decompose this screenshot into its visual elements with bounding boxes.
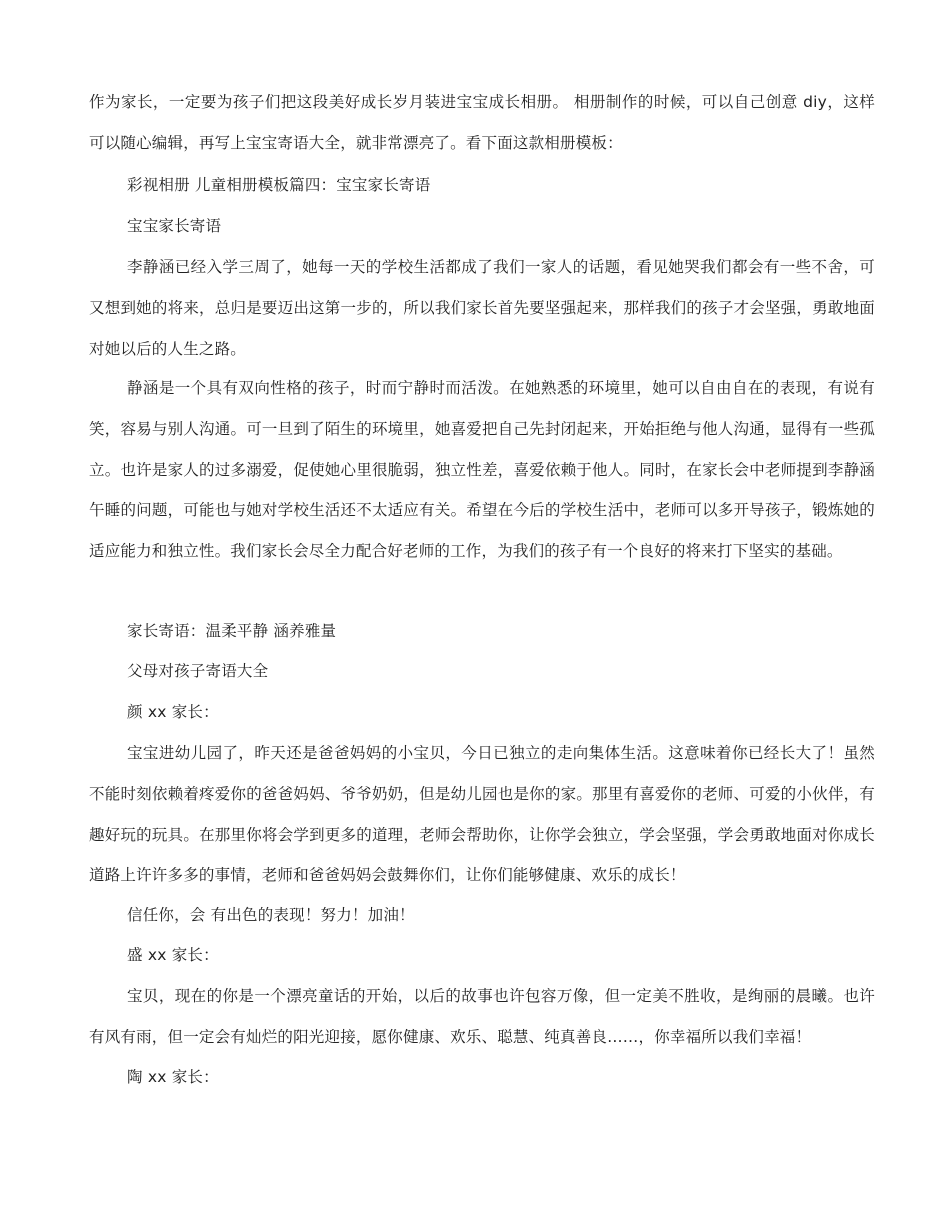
body-paragraph: 信任你，会 有出色的表现！努力！加油！ <box>127 906 415 924</box>
subsection-heading: 父母对孩子寄语大全 <box>127 662 269 680</box>
section-heading: 彩视相册 儿童相册模板篇四：宝宝家长寄语 <box>127 176 431 194</box>
body-paragraph: 静涵是一个具有双向性格的孩子，时而宁静时而活泼。在她熟悉的环境里，她可以自由自在的表现，有说有笑，容易与别人沟通。可一旦到了陌生的环境里，她喜爱把自己先封闭起来，开始拒绝与他人沟通，显得有一些孤立。也许是家人的过多溺爱，促使她心里很脆弱，独立性差，喜爱依赖于他人。同时，在家长会中老师提到李静涵午睡的问题，可能也与她对学校生活还不太适应有关。希望在今后的学校生活中，老师可以多开导孩子，锻炼她的适应能力和独立性。我们家长会尽全力配合好老师的工作，为我们的孩子有一个良好的将来打下坚实的基础。 <box>89 379 875 561</box>
motto-line: 家长寄语：温柔平静 涵养雅量 <box>127 622 337 640</box>
salutation: 陶 xx 家长： <box>127 1068 219 1086</box>
salutation: 盛 xx 家长： <box>127 946 219 964</box>
body-paragraph: 宝宝进幼儿园了，昨天还是爸爸妈妈的小宝贝，今日已独立的走向集体生活。这意味着你已经长大了！虽然不能时刻依赖着疼爱你的爸爸妈妈、爷爷奶奶，但是幼儿园也是你的家。那里有喜爱你的老师、可爱的小伙伴，有趣好玩的玩具。在那里你将会学到更多的道理，老师会帮助你，让你学会独立，学会坚强，学会勇敢地面对你成长道路上许许多多的事情，老师和爸爸妈妈会鼓舞你们，让你们能够健康、欢乐的成长！ <box>89 744 875 885</box>
salutation: 颜 xx 家长： <box>127 703 219 721</box>
subsection-heading: 宝宝家长寄语 <box>127 217 222 235</box>
body-paragraph: 宝贝，现在的你是一个漂亮童话的开始，以后的故事也许包容万像，但一定美不胜收，是绚丽的晨曦。也许有风有雨，但一定会有灿烂的阳光迎接，愿你健康、欢乐、聪慧、纯真善良……，你幸福所以我们幸福！ <box>89 987 875 1046</box>
intro-paragraph: 作为家长，一定要为孩子们把这段美好成长岁月装进宝宝成长相册。 相册制作的时候，可以自己创意 diy，这样可以随心编辑，再写上宝宝寄语大全，就非常漂亮了。看下面这款相册模板： <box>89 93 875 152</box>
body-paragraph: 李静涵已经入学三周了，她每一天的学校生活都成了我们一家人的话题，看见她哭我们都会有一些不舍，可又想到她的将来，总归是要迈出这第一步的，所以我们家长首先要坚强起来，那样我们的孩子才会坚强，勇敢地面对她以后的人生之路。 <box>89 258 875 358</box>
